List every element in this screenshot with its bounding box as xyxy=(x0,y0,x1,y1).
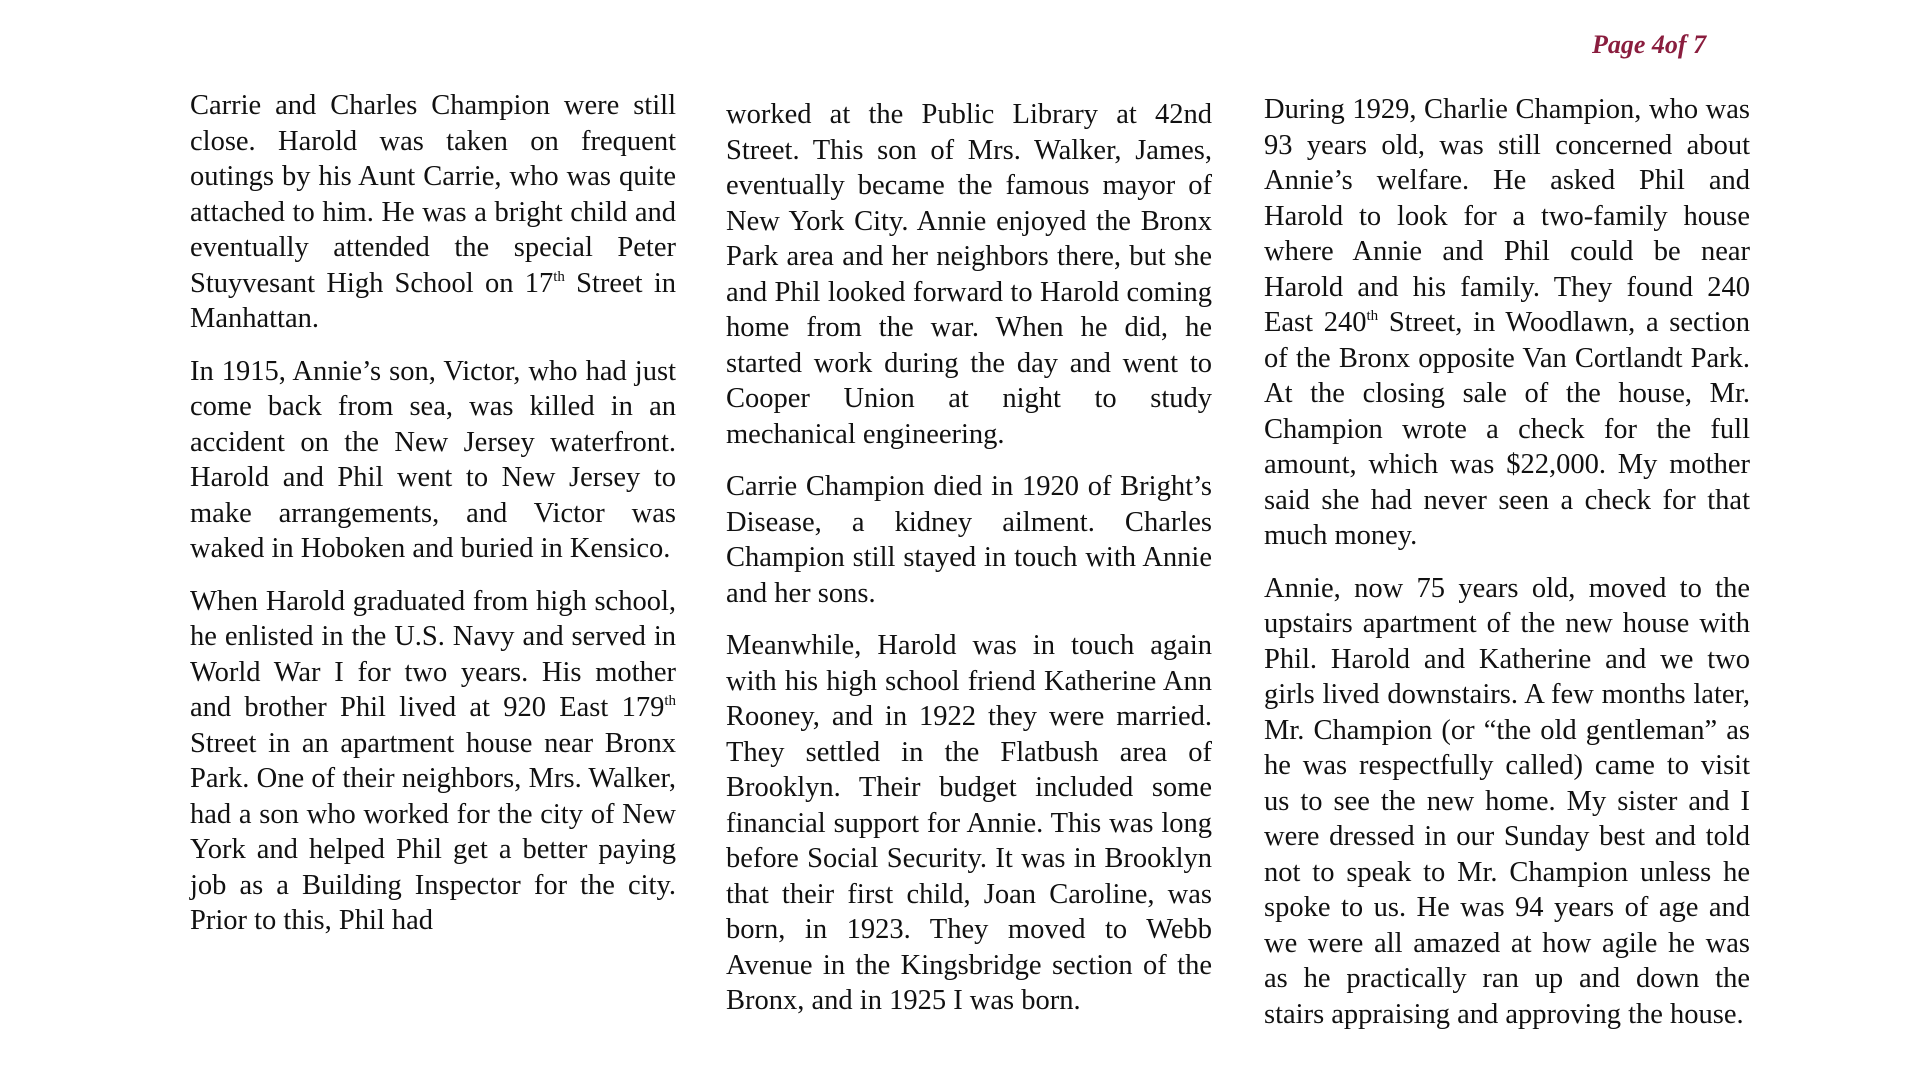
paragraph: Carrie and Charles Champion were still close. Harold was taken on frequent outings by his Aunt Carrie, who was quite attached to him. He was a bright child and eventually attended the special Peter Stuyvesant High School on 17th Street in Manhattan. xyxy=(190,90,676,334)
text-column-1 xyxy=(190,88,676,939)
text-column-3 xyxy=(1264,92,1750,1032)
text-column-2 xyxy=(726,97,1212,1019)
paragraph: During 1929, Charlie Champion, who was 93 years old, was still concerned about Annie’s welfare. He asked Phil and Harold to look for a two-family house where Annie and Phil could be near Harold and his family. They found 240 East 240th Street, in Woodlawn, a section of the Bronx opposite Van Cortlandt Park. At the closing sale of the house, Mr. Champion wrote a check for the full amount, which was $22,000. My mother said she had never seen a check for that much money. xyxy=(1264,94,1750,551)
paragraph: When Harold graduated from high school, he enlisted in the U.S. Navy and served in World War I for two years. His mother and brother Phil lived at 920 East 179th Street in an apartment house near Bronx Park. One of their neighbors, Mrs. Walker, had a son who worked for the city of New York and helped Phil get a better paying job as a Building Inspector for the city. Prior to this, Phil had xyxy=(190,585,676,936)
paragraph: Annie, now 75 years old, moved to the upstairs apartment of the new house with Phil. Harold and Katherine and we two girls lived downstairs. A few months later, Mr. Champion (or “the old gentleman” as he was respectfully called) came to visit us to see the new home. My sister and I were dressed in our Sunday best and told not to speak to Mr. Champion unless he spoke to us. He was 94 years of age and we were all amazed at how agile he was as he practically ran up and down the stairs appraising and approving the house. xyxy=(1264,572,1750,1030)
paragraph: Carrie Champion died in 1920 of Bright’s Disease, a kidney ailment. Charles Champion still stayed in touch with Annie and her sons. xyxy=(726,471,1212,609)
paragraph: Meanwhile, Harold was in touch again with his high school friend Katherine Ann Rooney, and in 1922 they were married. They settled in the Flatbush area of Brooklyn. Their budget included some financial support for Annie. This was long before Social Security. It was in Brooklyn that their first child, Joan Caroline, was born, in 1923. They moved to Webb Avenue in the Kingsbridge section of the Bronx, and in 1925 I was born. xyxy=(726,630,1212,1016)
paragraph: In 1915, Annie’s son, Victor, who had just come back from sea, was killed in an accident on the New Jersey waterfront. Harold and Phil went to New Jersey to make arrangements, and Victor was waked in Hoboken and buried in Kensico. xyxy=(190,355,676,564)
page-number: Page 4of 7 xyxy=(1592,30,1707,59)
paragraph: worked at the Public Library at 42nd Street. This son of Mrs. Walker, James, eventually became the famous mayor of New York City. Annie enjoyed the Bronx Park area and her neighbors there, but she and Phil looked forward to Harold coming home from the war. When he did, he started work during the day and went to Cooper Union at night to study mechanical engineering. xyxy=(726,99,1212,450)
